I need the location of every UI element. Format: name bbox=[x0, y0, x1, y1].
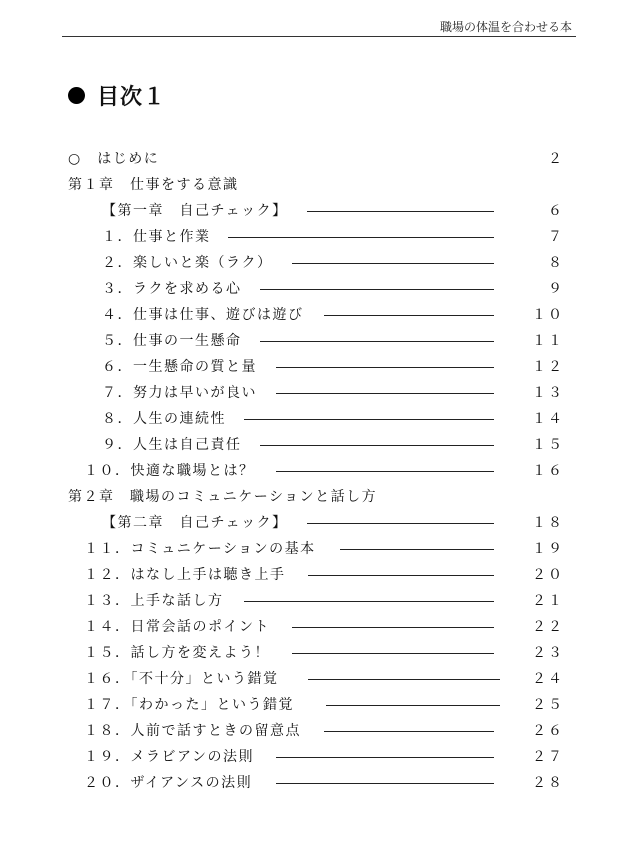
toc-entry-page: １３ bbox=[532, 385, 564, 401]
toc-entry[interactable] bbox=[0, 718, 640, 744]
leader-line bbox=[326, 705, 500, 706]
toc-entry-page: ８ bbox=[548, 255, 564, 271]
toc-entry[interactable] bbox=[0, 224, 640, 250]
toc-entry-label: １５．話し方を変えよう！ bbox=[84, 645, 270, 661]
toc-entry-label: ４．仕事は仕事、遊びは遊び bbox=[102, 307, 304, 323]
toc-entry[interactable] bbox=[0, 614, 640, 640]
toc-entry[interactable] bbox=[0, 510, 640, 536]
toc-title: 目次１ bbox=[97, 85, 167, 110]
toc-entry[interactable] bbox=[0, 484, 640, 510]
toc-entry[interactable] bbox=[0, 770, 640, 796]
toc-entry-label: １６．「不十分」という錯覚 bbox=[84, 671, 279, 687]
toc-entry[interactable] bbox=[0, 198, 640, 224]
toc-entry-label: １９．メラビアンの法則 bbox=[84, 749, 254, 765]
toc-entry-label: ２０．ザイアンスの法則 bbox=[84, 775, 253, 791]
toc-entry[interactable] bbox=[0, 666, 640, 692]
leader-line bbox=[324, 731, 494, 732]
toc-entry-page: ２１ bbox=[532, 593, 564, 609]
leader-line bbox=[276, 471, 494, 472]
toc-entry-label: １４．日常会話のポイント bbox=[84, 619, 270, 635]
toc-entry-page: ２６ bbox=[532, 723, 564, 739]
toc-entry[interactable] bbox=[0, 432, 640, 458]
leader-line bbox=[276, 393, 494, 394]
toc-entry-page: １４ bbox=[532, 411, 564, 427]
toc-entry-page: １６ bbox=[532, 463, 564, 479]
leader-line bbox=[307, 211, 494, 212]
toc-entry[interactable] bbox=[0, 406, 640, 432]
toc-entry-label: １１．コミュニケーションの基本 bbox=[84, 541, 316, 557]
toc-entry-page: ２２ bbox=[532, 619, 564, 635]
header-rule bbox=[62, 36, 576, 37]
toc-entry[interactable] bbox=[0, 328, 640, 354]
running-header: 職場の体温を合わせる本 bbox=[439, 20, 572, 34]
toc-entry-page: ７ bbox=[548, 229, 564, 245]
leader-line bbox=[276, 367, 494, 368]
toc-entry-label: ８．人生の連続性 bbox=[102, 411, 226, 427]
leader-line bbox=[276, 783, 494, 784]
toc-entry-label: １０．快適な職場とは？ bbox=[84, 463, 255, 479]
toc-entry[interactable] bbox=[0, 172, 640, 198]
toc-entry-label: １７．「わかった」という錯覚 bbox=[84, 697, 294, 713]
toc-entry-label: 第１章 仕事をする意識 bbox=[68, 177, 239, 193]
toc-entry-page: １９ bbox=[532, 541, 564, 557]
toc-entry[interactable] bbox=[0, 562, 640, 588]
toc-entry-page: １２ bbox=[532, 359, 564, 375]
toc-entry-label: 第２章 職場のコミュニケーションと話し方 bbox=[68, 489, 378, 505]
toc-entry-page: ２８ bbox=[532, 775, 564, 791]
toc-entry[interactable] bbox=[0, 302, 640, 328]
toc-entry-page: ２７ bbox=[532, 749, 564, 765]
leader-line bbox=[308, 679, 500, 680]
toc-entry[interactable] bbox=[0, 276, 640, 302]
toc-entry-label: ５．仕事の一生懸命 bbox=[102, 333, 242, 349]
toc-entry-page: ２０ bbox=[532, 567, 564, 583]
leader-line bbox=[276, 757, 494, 758]
leader-line bbox=[340, 549, 494, 550]
leader-line bbox=[228, 237, 494, 238]
toc-entry[interactable] bbox=[0, 250, 640, 276]
leader-line bbox=[260, 341, 494, 342]
toc-entry-label: 【第一章 自己チェック】 bbox=[102, 203, 288, 219]
toc-entry-label: １．仕事と作業 bbox=[102, 229, 211, 245]
toc-entry-page: ９ bbox=[548, 281, 564, 297]
leader-line bbox=[244, 601, 494, 602]
toc-entry-page: ６ bbox=[548, 203, 564, 219]
leader-line bbox=[292, 653, 494, 654]
leader-line bbox=[260, 445, 494, 446]
leader-line bbox=[260, 289, 494, 290]
toc-entry-label: ７．努力は早いが良い bbox=[102, 385, 257, 401]
toc-entry-label: ３．ラクを求める心 bbox=[102, 281, 242, 297]
toc-entry[interactable] bbox=[0, 380, 640, 406]
leader-line bbox=[324, 315, 494, 316]
toc-entry-page: １８ bbox=[532, 515, 564, 531]
leader-line bbox=[292, 627, 494, 628]
toc-entry-page: ２５ bbox=[532, 697, 564, 713]
toc-entry-page: ２４ bbox=[532, 671, 564, 687]
bullet-icon bbox=[68, 87, 85, 104]
toc-entry-page: １５ bbox=[532, 437, 564, 453]
toc-entry[interactable] bbox=[0, 692, 640, 718]
toc-heading bbox=[68, 80, 166, 111]
toc-entry[interactable] bbox=[0, 744, 640, 770]
toc-entry-label: ○ はじめに bbox=[68, 151, 160, 167]
leader-line bbox=[308, 575, 494, 576]
toc-entry-label: ６．一生懸命の質と量 bbox=[102, 359, 257, 375]
leader-line bbox=[244, 419, 494, 420]
toc-entry-page: １１ bbox=[532, 333, 564, 349]
toc-entry-label: 【第二章 自己チェック】 bbox=[102, 515, 288, 531]
leader-line bbox=[307, 523, 494, 524]
toc-entry[interactable] bbox=[0, 146, 640, 172]
leader-line bbox=[292, 263, 494, 264]
toc-entry-page: １０ bbox=[532, 307, 564, 323]
toc-entry[interactable] bbox=[0, 354, 640, 380]
toc-entry[interactable] bbox=[0, 536, 640, 562]
toc-entry[interactable] bbox=[0, 588, 640, 614]
toc-entry-label: ２．楽しいと楽（ラク） bbox=[102, 255, 273, 271]
toc-entry[interactable] bbox=[0, 640, 640, 666]
toc-entry-label: １２．はなし上手は聴き上手 bbox=[84, 567, 286, 583]
toc-entry-label: ９．人生は自己責任 bbox=[102, 437, 242, 453]
toc-entry-label: １３．上手な話し方 bbox=[84, 593, 224, 609]
toc-entry-page: ２ bbox=[548, 151, 564, 167]
toc-entry-page: ２３ bbox=[532, 645, 564, 661]
toc-entry-label: １８．人前で話すときの留意点 bbox=[84, 723, 301, 739]
toc-entry[interactable] bbox=[0, 458, 640, 484]
